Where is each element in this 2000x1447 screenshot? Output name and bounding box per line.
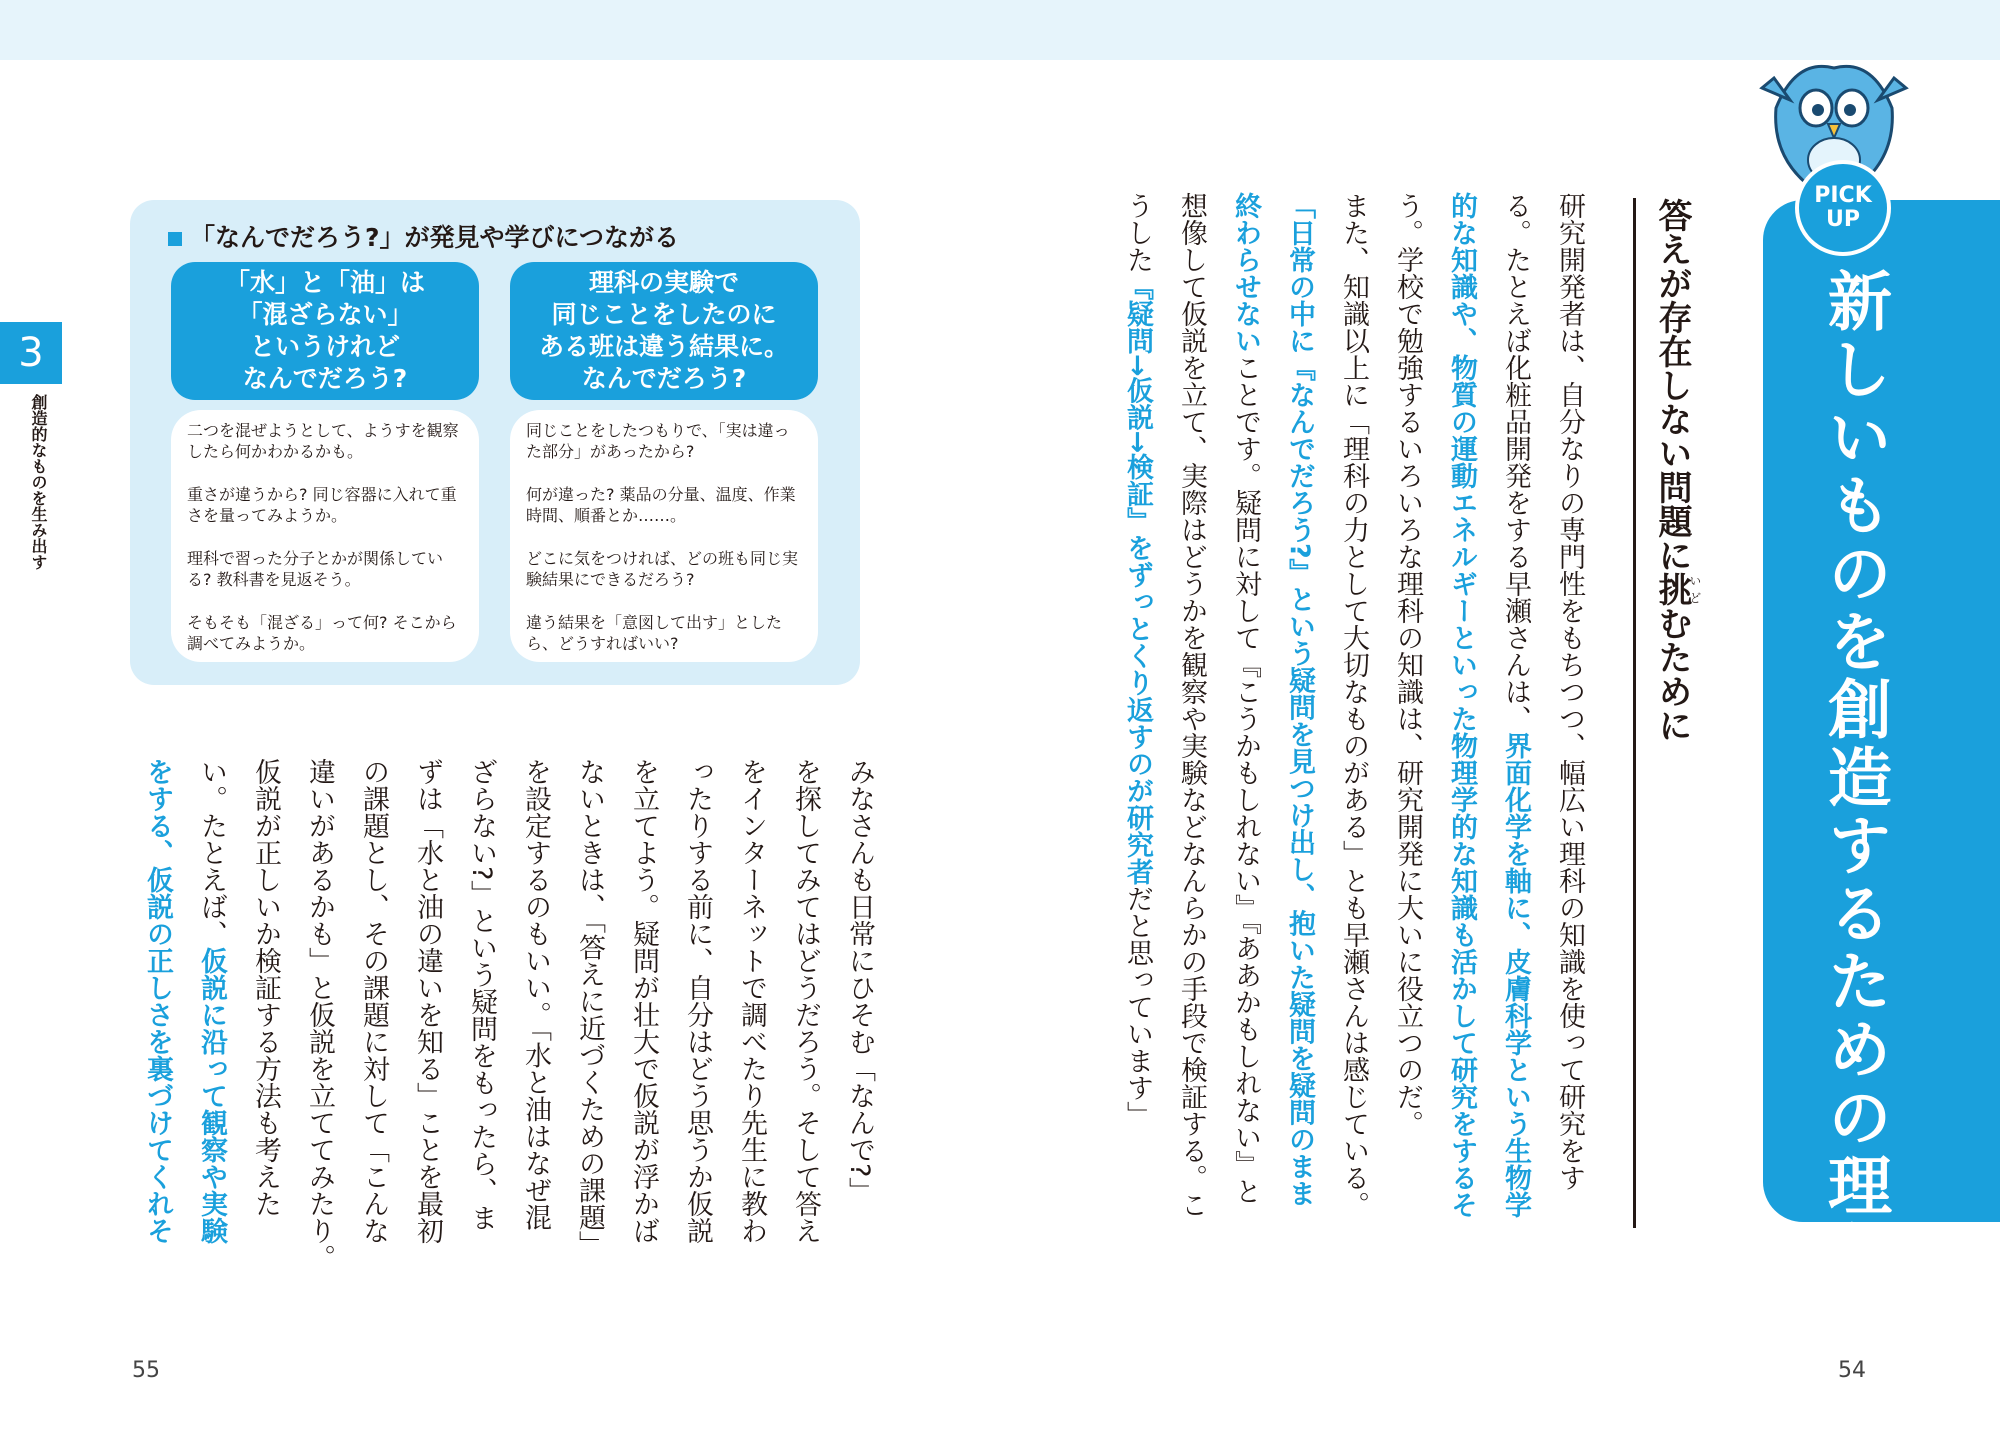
body-column: う。学校で勉強するいろいろな理科の知識は、研究開発に大いに役立つのだ。	[1392, 192, 1423, 1137]
highlight-text: 終わらせない	[1230, 192, 1261, 354]
pickup-badge-line2: UP	[1826, 207, 1860, 232]
section-heading	[1650, 198, 1701, 742]
thought-box-experiment	[510, 410, 818, 662]
heading-text-before: 答えが存在しない問題に	[1652, 198, 1692, 572]
body-column: を立てよう。疑問が壮大で仮説が浮かば	[628, 758, 659, 1244]
body-column: の課題とし、その課題に対して「こんな	[358, 758, 389, 1244]
body-column	[1218, 192, 1272, 1252]
pickup-badge	[1795, 160, 1891, 256]
heading-text-after: むために	[1652, 606, 1692, 742]
right-page-body	[1110, 192, 1596, 1252]
body-text: ことです。疑問に対して『こうかもしれない』『ああかもしれない』と	[1230, 354, 1261, 1205]
highlight-text: 仮説に沿って観察や実験	[196, 947, 227, 1244]
body-text: だと思っています」	[1122, 885, 1153, 1129]
body-column: ずは「水と油の違いを知る」ことを最初	[412, 758, 443, 1244]
heading-ruby-text: いど	[1688, 572, 1702, 606]
chapter-label: 創造的なものを生み出す	[29, 394, 48, 570]
body-column: ったりする前に、自分はどう思うか仮説	[682, 758, 713, 1244]
left-page-body	[130, 758, 886, 1271]
heading-ruby	[1652, 572, 1702, 606]
question-line: なんでだろう?	[242, 364, 408, 393]
body-column: 研究開発者は、自分なりの専門性をもちつつ、幅広い理科の知識を使って研究をす	[1554, 192, 1585, 1191]
body-column: みなさんも日常にひそむ「なんで?」	[844, 758, 875, 1205]
body-text: うした	[1122, 192, 1153, 273]
body-column: をインターネットで調べたり先生に教わ	[736, 758, 767, 1244]
thought-item: どこに気をつければ、どの班も同じ実験結果にできるだろう?	[526, 549, 799, 589]
page-number-right: 54	[1838, 1358, 1866, 1383]
body-column: ないときは、「答えに近づくための課題」	[574, 758, 605, 1258]
body-column: 想像して仮説を立て、実際はどうかを観察や実験などなんらかの手段で検証する。こ	[1176, 192, 1207, 1218]
thought-item: 違う結果を「意図して出す」としたら、どうすればいい?	[526, 613, 783, 653]
thought-item: 二つを混ぜようとして、ようすを観察したら何かわかるかも。	[187, 421, 459, 461]
heading-ruby-base: 挑	[1652, 572, 1692, 606]
question-box-water-oil	[171, 262, 479, 400]
body-column	[184, 758, 238, 1258]
thought-box-water-oil	[171, 410, 479, 662]
body-column: をする、仮説の正しさを裏づけてくれそ	[142, 758, 173, 1244]
thought-item: 同じことをしたつもりで、「実は違った部分」があったから?	[526, 421, 790, 461]
question-line: 理科の実験で	[588, 268, 739, 297]
body-column: 仮説が正しいか検証する方法も考えた	[250, 758, 281, 1217]
body-text: い。たとえば、	[196, 758, 227, 947]
question-line: 「水」と「油」は	[224, 268, 425, 297]
thought-item: そもそも「混ざる」って何? そこから調べてみようか。	[187, 613, 457, 653]
question-line: なんでだろう?	[581, 364, 747, 393]
body-column: また、知識以上に「理科の力として大切なものがある」とも早瀬さんは感じている。	[1338, 192, 1369, 1218]
pickup-badge-line1: PICK	[1814, 183, 1872, 208]
body-column: ざらない?」という疑問をもったら、ま	[466, 758, 497, 1232]
body-column	[1110, 192, 1164, 1252]
body-column	[1488, 192, 1542, 1252]
question-box-experiment	[510, 262, 818, 400]
body-text: る。たとえば化粧品開発をする早瀬さんは、	[1500, 192, 1531, 732]
top-band	[0, 0, 2000, 60]
question-line: ある班は違う結果に。	[538, 332, 789, 361]
highlight-text: 『疑問→仮説→検証』をずっとくり返すのが研究者	[1122, 273, 1153, 886]
page-number-left: 55	[132, 1358, 160, 1383]
thought-item: 理科で習った分子とかが関係している? 教科書を見返そう。	[187, 549, 444, 589]
heading-divider	[1633, 198, 1636, 1228]
square-bullet-icon	[168, 232, 182, 246]
thought-item: 重さが違うから? 同じ容器に入れて重さを量ってみようか。	[187, 485, 457, 525]
pickup-title: 新しいものを創造するための理科	[1817, 268, 1891, 1288]
info-box-title-text: 「なんでだろう?」が発見や学びにつながる	[190, 223, 680, 252]
question-line: というけれど	[249, 332, 400, 361]
info-box-title	[168, 218, 679, 254]
body-column: 「日常の中に『なんでだろう?』という疑問を見つけ出し、抱いた疑問を疑問のまま	[1284, 192, 1315, 1207]
body-column: を探してみてはどうだろう。そして答え	[790, 758, 821, 1244]
thought-item: 何が違った? 薬品の分量、温度、作業時間、順番とか……。	[526, 485, 796, 525]
question-line: 「混ざらない」	[237, 300, 413, 329]
question-line: 同じことをしたのに	[551, 300, 777, 329]
chapter-number-tab: 3	[0, 322, 62, 384]
highlight-text: 界面化学を軸に、皮膚科学という生物学	[1500, 732, 1531, 1218]
body-column: 的な知識や、物質の運動エネルギーといった物理学的な知識も活かして研究をするそ	[1446, 192, 1477, 1218]
body-column: 違いがあるかも」と仮説を立ててみたり。	[304, 758, 335, 1271]
body-column: を設定するのもいい。「水と油はなぜ混	[520, 758, 551, 1231]
